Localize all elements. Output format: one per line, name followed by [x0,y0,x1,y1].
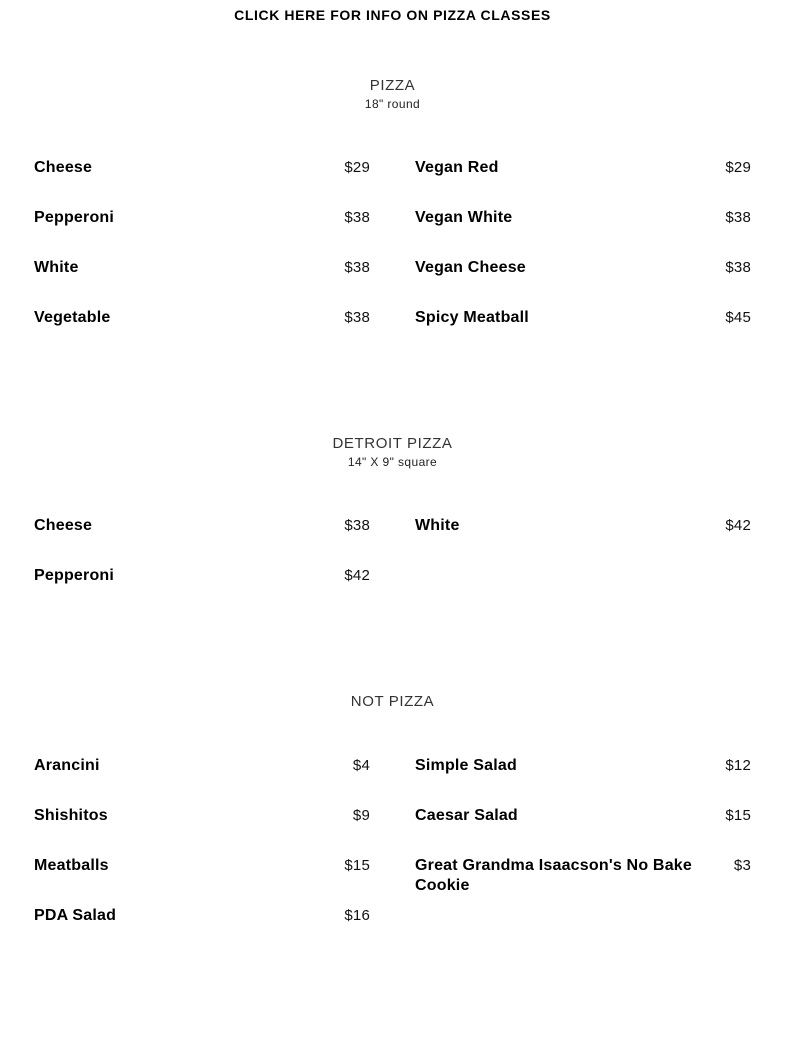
menu-item [34,906,370,926]
menu-item [415,516,751,536]
item-name: Great Grandma Isaacson's No Bake Cookie [415,857,692,894]
section-subtitle: 14" X 9" square [347,455,438,469]
section-detroit-pizza [0,435,785,470]
item-name: Caesar Salad [415,807,518,824]
menu-item [34,806,370,826]
menu-item [415,756,751,776]
item-price: $38 [725,209,751,226]
menu-item [415,158,751,178]
item-name: Pepperoni [34,567,115,584]
section-title: PIZZA [369,77,416,94]
item-price: $38 [344,309,370,326]
item-price: $29 [344,159,370,176]
item-name: Spicy Meatball [415,309,529,326]
item-name: White [415,517,460,534]
menu-item [415,856,751,896]
menu-item [415,806,751,826]
not-pizza-menu-left-column [34,756,370,956]
pizza-menu-left-column [34,158,370,358]
item-name: Shishitos [34,807,108,824]
item-price: $45 [725,309,751,326]
menu-item [34,516,370,536]
item-name: Pepperoni [34,209,115,226]
menu-item [34,258,370,278]
menu-item [34,566,370,586]
item-price: $42 [725,517,751,534]
menu-item [34,158,370,178]
menu-item [34,208,370,228]
item-name: Vegan White [415,209,513,226]
item-name: Vegan Cheese [415,259,526,276]
item-price: $4 [352,757,370,774]
item-price: $15 [725,807,751,824]
item-price: $38 [344,517,370,534]
item-price: $42 [344,567,370,584]
menu-item [34,308,370,328]
menu-item [415,258,751,278]
item-name: Meatballs [34,857,109,874]
item-name: Cheese [34,517,93,534]
item-price: $38 [344,209,370,226]
section-pizza [0,77,785,112]
not-pizza-menu-right-column [415,756,751,926]
item-price: $29 [725,159,751,176]
item-name: Vegan Red [415,159,499,176]
menu-item [415,308,751,328]
item-name: PDA Salad [34,907,117,924]
menu-item [415,208,751,228]
section-subtitle: 18" round [364,97,421,111]
item-price: $16 [344,907,370,924]
item-name: Arancini [34,757,100,774]
item-price: $12 [725,757,751,774]
item-name: White [34,259,79,276]
item-name: Vegetable [34,309,111,326]
section-title: NOT PIZZA [350,693,435,710]
section-title: DETROIT PIZZA [332,435,453,452]
item-name: Cheese [34,159,93,176]
item-price: $9 [352,807,370,824]
item-name: Simple Salad [415,757,517,774]
detroit-menu-left-column [34,516,370,616]
item-price: $38 [725,259,751,276]
detroit-menu-right-column [415,516,751,566]
pizza-menu-right-column [415,158,751,358]
section-not-pizza [0,693,785,711]
pizza-classes-link[interactable]: CLICK HERE FOR INFO ON PIZZA CLASSES [234,7,551,23]
item-price: $38 [344,259,370,276]
menu-item [34,756,370,776]
menu-item [34,856,370,876]
item-price: $15 [344,857,370,874]
item-price: $3 [733,857,751,874]
